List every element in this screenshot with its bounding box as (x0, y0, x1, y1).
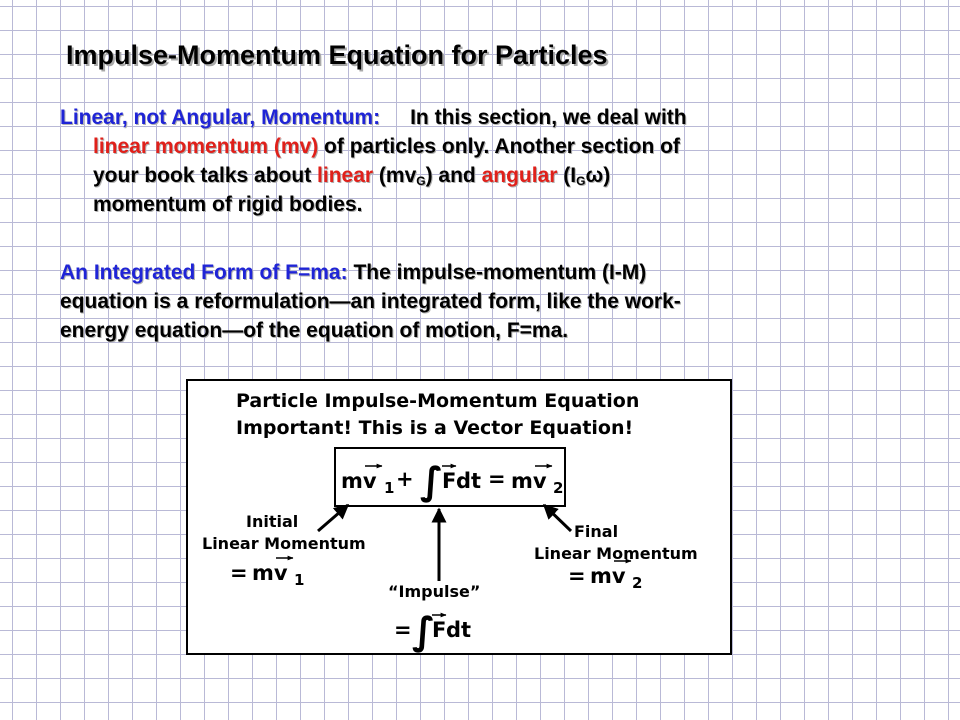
eq-plus: + (396, 467, 414, 491)
section-linear-text-3c: ) and (425, 164, 482, 187)
initial-sub: 1 (294, 571, 305, 589)
section-linear-line-1 (60, 103, 860, 132)
impulse-equals: = (394, 618, 412, 642)
section-integrated-line-2: equation is a reformulation—an integrated form, like the work- (60, 290, 681, 313)
final-label: Final (574, 522, 619, 541)
eq-sub-1: 1 (384, 479, 395, 497)
section-linear-text-3d: (I (557, 164, 577, 187)
initial-mv: mv (252, 561, 288, 585)
subscript-g-1: G (416, 174, 426, 188)
eq-sub-2: 2 (553, 479, 564, 497)
section-linear-momentum (60, 103, 860, 219)
eq-equals: = (488, 467, 506, 491)
section-linear-text-3b: (mv (373, 164, 417, 187)
section-integrated-line-3: energy equation—of the equation of motion, F=ma. (60, 319, 569, 342)
slide-title: Impulse-Momentum Equation for Particles (66, 40, 608, 70)
final-arrow (544, 505, 571, 531)
final-sub-label: Linear Momentum (534, 544, 698, 563)
eq-mv-left: mv (341, 469, 377, 493)
section-linear-heading: Linear, not Angular, Momentum: (60, 106, 381, 129)
section-linear-line-4: momentum of rigid bodies. (93, 193, 363, 216)
impulse-integral: ∫ (412, 609, 436, 653)
section-linear-line-2 (60, 132, 860, 161)
impulse-label: “Impulse” (388, 582, 481, 601)
eq-dt: dt (456, 469, 482, 493)
impulse-momentum-figure (186, 379, 732, 655)
eq-integral: ∫ (420, 459, 444, 503)
section-integrated-heading: An Integrated Form of F=ma: (60, 261, 348, 284)
eq-force: F (442, 469, 457, 493)
initial-sub-label: Linear Momentum (202, 534, 366, 553)
angular-highlight: angular (481, 164, 558, 187)
section-linear-text-3a: your book talks about (93, 164, 318, 187)
section-integrated-form (60, 258, 860, 345)
impulse-force: F (432, 618, 447, 642)
final-equals: = (568, 564, 586, 588)
linear-highlight: linear (317, 164, 374, 187)
section-integrated-text-1: The impulse-momentum (I-M) (347, 261, 647, 284)
initial-arrow (318, 505, 348, 531)
section-linear-line-3 (60, 161, 860, 190)
figure-drawing (188, 381, 730, 653)
eq-mv-right: mv (511, 469, 547, 493)
section-linear-text-3e: ) (603, 164, 611, 187)
section-linear-text-2: of particles only. Another section of (318, 135, 680, 158)
omega-symbol: ω (585, 164, 604, 187)
subscript-g-2: G (576, 174, 586, 188)
linear-momentum-highlight: linear momentum (mv) (93, 135, 319, 158)
figure-title-1: Particle Impulse-Momentum Equation (236, 390, 640, 412)
figure-title-2: Important! This is a Vector Equation! (236, 417, 634, 439)
initial-equals: = (230, 561, 248, 585)
section-integrated-line-1 (60, 258, 860, 287)
initial-label: Initial (246, 512, 299, 531)
section-linear-text-1: In this section, we deal with (410, 106, 687, 129)
final-mv: mv (590, 564, 626, 588)
final-sub: 2 (632, 574, 643, 592)
impulse-dt: dt (446, 618, 472, 642)
